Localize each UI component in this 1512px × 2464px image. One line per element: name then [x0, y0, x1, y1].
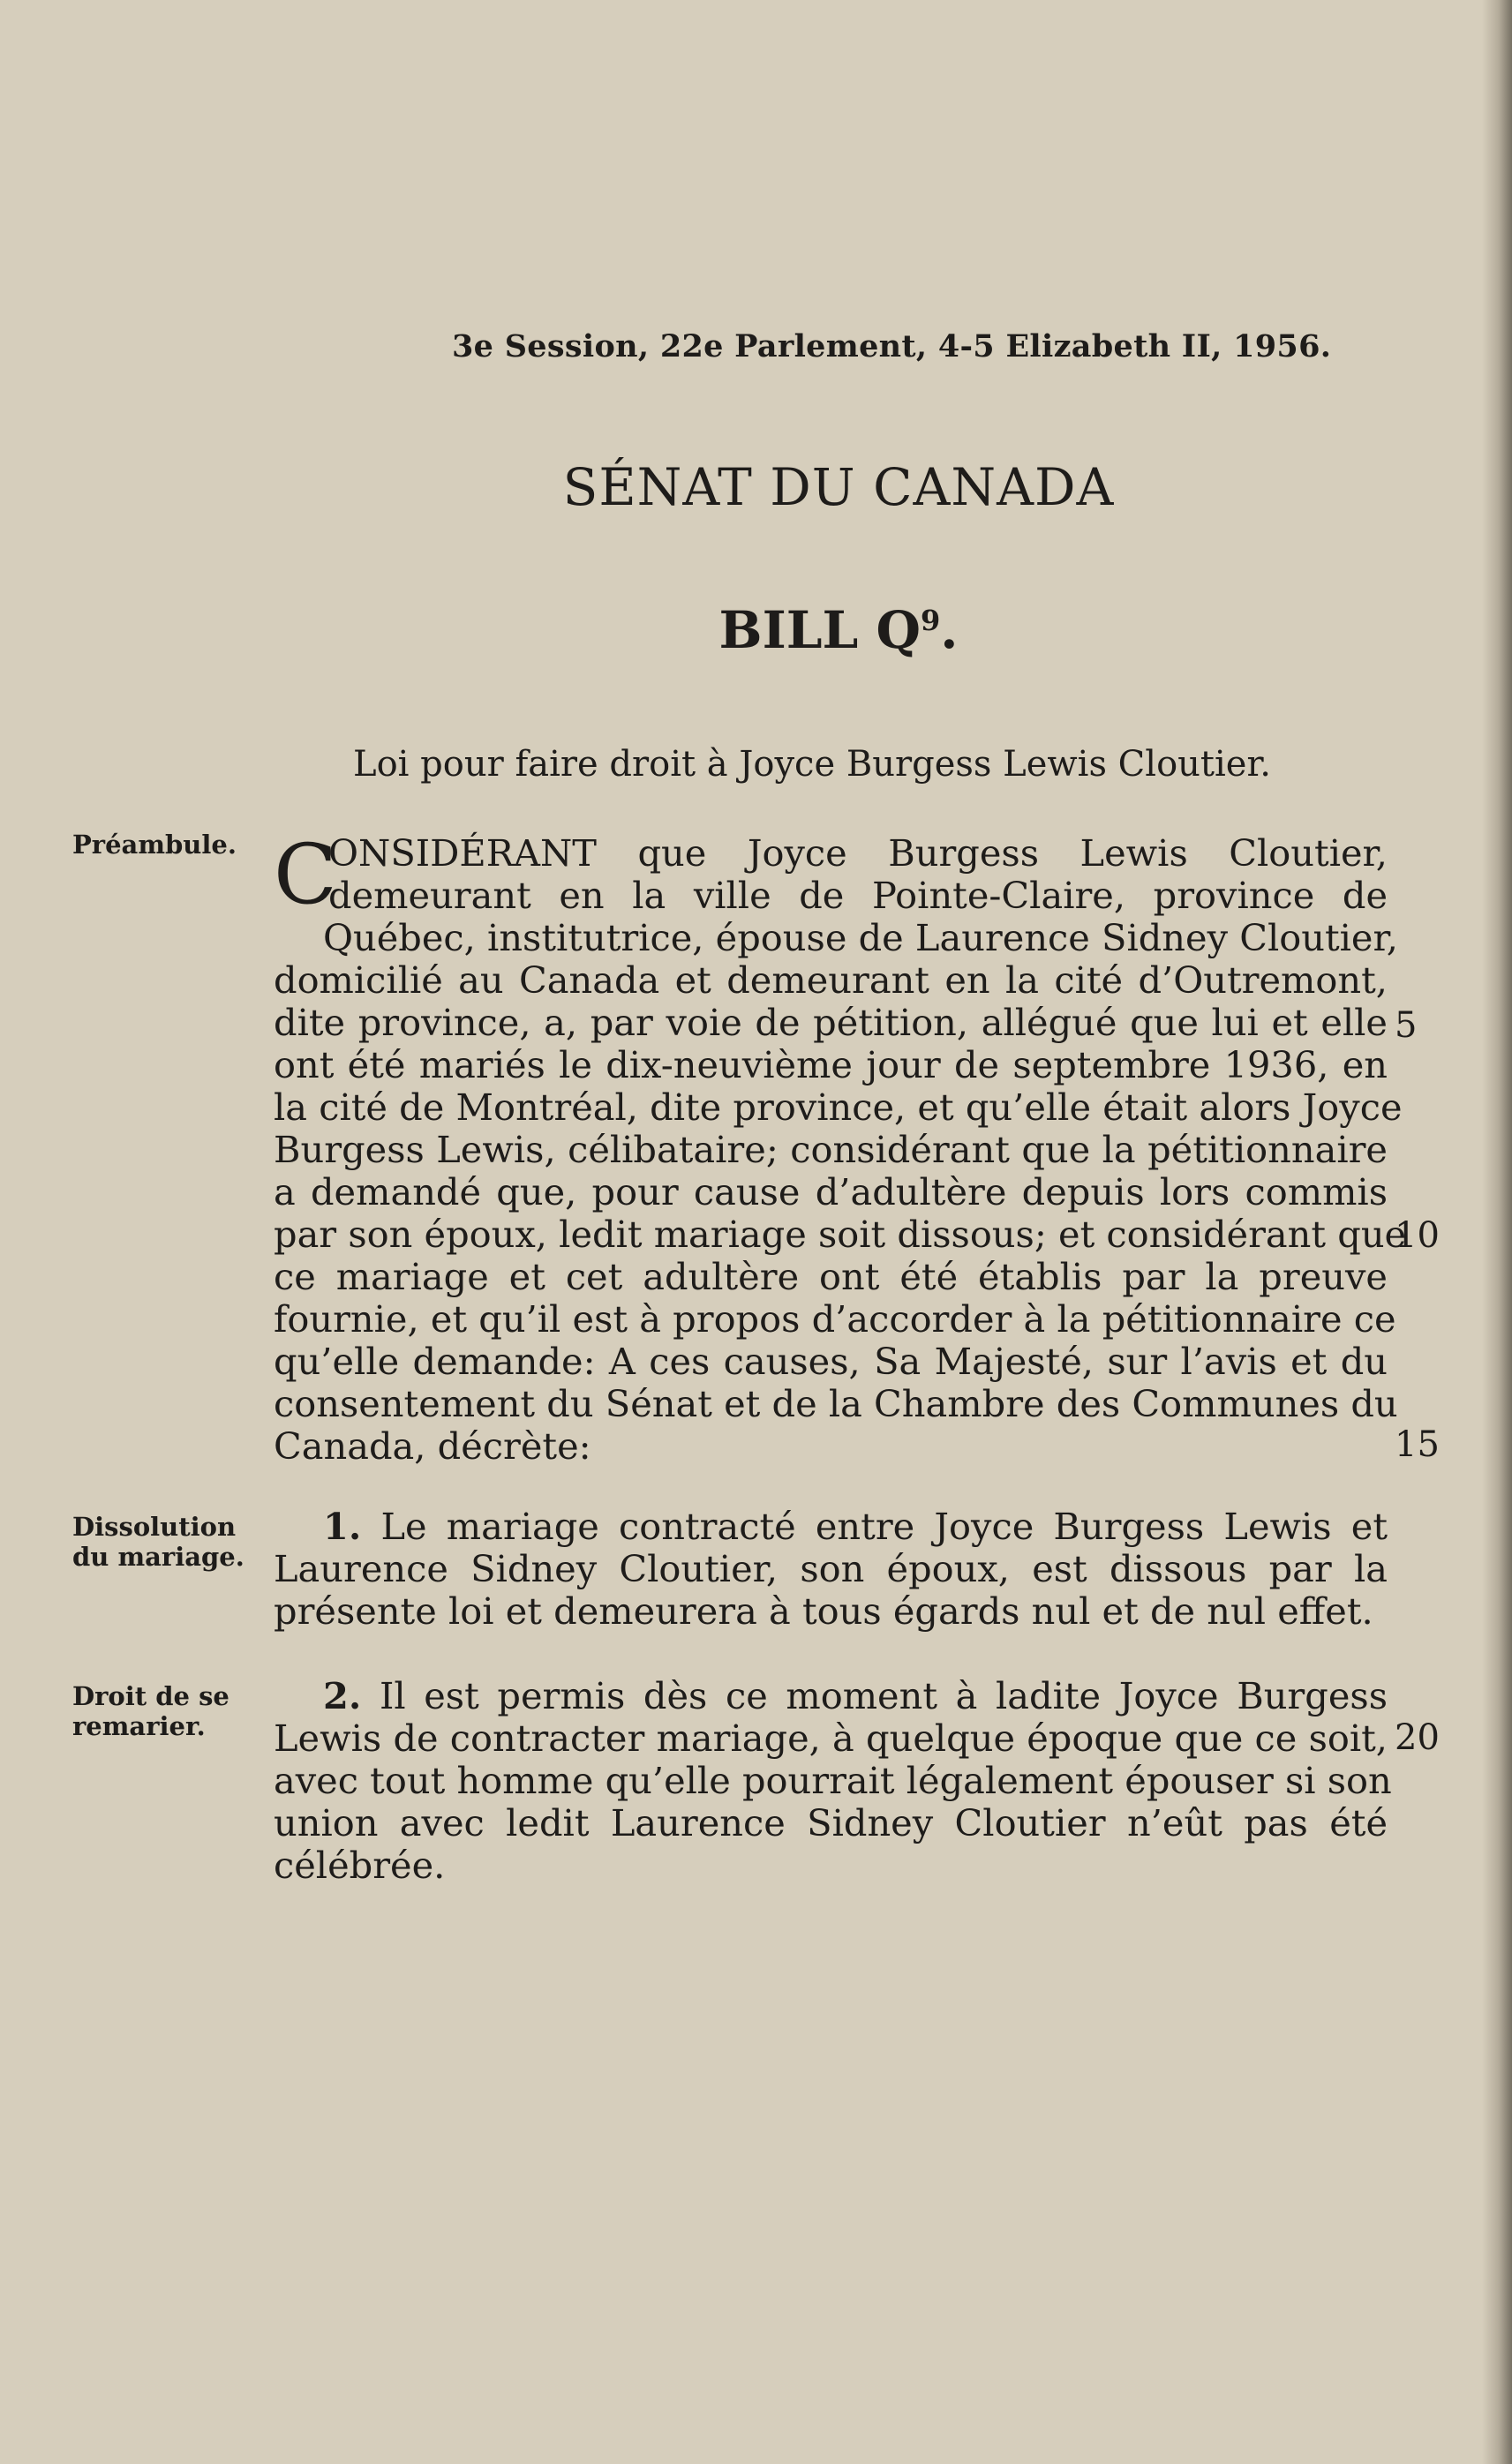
margin-note-remarriage-line-2: remarier. [72, 1711, 206, 1741]
preamble-line-12: fournie, et qu’il est à propos d’accorder à la pétitionnaire ce [274, 1297, 1396, 1341]
section-1-line-1: 1. Le mariage contracté entre Joyce Burgess Lewis et [323, 1505, 1388, 1548]
section-2-line-1: 2. Il est permis dès ce moment à ladite Joyce Burgess [323, 1674, 1388, 1717]
section-2-line-4: union avec ledit Laurence Sidney Cloutier n’eût pas été [274, 1801, 1388, 1844]
preamble-line-2: demeurant en la ville de Pointe-Claire, province de [328, 874, 1388, 917]
preamble-text [274, 827, 1407, 1468]
section-1-line-3: présente loi et demeurera à tous égards nul et de nul effet. [274, 1589, 1373, 1633]
preamble-line-7: la cité de Montréal, dite province, et qu’elle était alors Joyce [274, 1086, 1403, 1129]
preamble-line-5: dite province, a, par voie de pétition, allégué que lui et elle [274, 1001, 1388, 1044]
margin-note-dissolution-line-2: du mariage. [72, 1542, 244, 1572]
preamble-line-9: a demandé que, pour cause d’adultère depuis lors commis [274, 1170, 1388, 1213]
section-1-line-2: Laurence Sidney Cloutier, son époux, est dissous par la [274, 1547, 1388, 1590]
preamble-line-6: ont été mariés le dix-neuvième jour de septembre 1936, en [274, 1043, 1388, 1086]
page-edge-shadow [1482, 0, 1512, 2464]
line-number-20: 20 [1395, 1717, 1440, 1758]
section-2-text [274, 1674, 1392, 1887]
chamber-title: SÉNAT DU CANADA [562, 457, 1115, 517]
preamble-line-13: qu’elle demande: A ces causes, Sa Majesté, sur l’avis et du [274, 1340, 1388, 1383]
bill-label: BILL Q [718, 600, 921, 660]
line-number-15: 15 [1395, 1424, 1440, 1465]
line-number-5: 5 [1395, 1005, 1418, 1046]
preamble-line-11: ce mariage et cet adultère ont été établis par la preuve [274, 1255, 1388, 1298]
line-number-10: 10 [1395, 1215, 1440, 1256]
margin-note-remarriage-line-1: Droit de se [72, 1681, 229, 1711]
preamble-line-4: domicilié au Canada et demeurant en la cité d’Outremont, [274, 958, 1388, 1002]
margin-note-dissolution [72, 1512, 244, 1572]
section-1-text [274, 1506, 1388, 1633]
preamble-line-1: C ONSIDÉRANT que Joyce Burgess Lewis Cloutier, [274, 827, 1388, 923]
preamble-line-10: par son époux, ledit mariage soit dissous; et considérant que [274, 1213, 1407, 1256]
bill-suffix: . [940, 600, 959, 660]
preamble-line-15: Canada, décrète: [274, 1424, 591, 1468]
margin-note-preamble: Préambule. [72, 830, 237, 860]
bill-subtitle: Loi pour faire droit à Joyce Burgess Lewis Cloutier. [353, 744, 1271, 785]
preamble-line-8: Burgess Lewis, célibataire; considérant que la pétitionnaire [274, 1128, 1388, 1171]
margin-note-remarriage [72, 1681, 229, 1741]
preamble-line-14: consentement du Sénat et de la Chambre des Communes du [274, 1382, 1398, 1425]
section-1-number: 1. [323, 1505, 362, 1548]
section-2-line-3: avec tout homme qu’elle pourrait légalement épouser si son [274, 1759, 1392, 1802]
preamble-line-3: Québec, institutrice, épouse de Laurence Sidney Cloutier, [323, 916, 1398, 959]
section-2-line-5: célébrée. [274, 1844, 446, 1887]
bill-superscript: 9 [920, 604, 941, 637]
bill-title [0, 600, 1512, 660]
session-line: 3e Session, 22e Parlement, 4-5 Elizabeth II, 1956. [452, 328, 1332, 364]
margin-note-dissolution-line-1: Dissolution [72, 1512, 237, 1542]
section-2-number: 2. [323, 1674, 362, 1717]
section-2-line-2: Lewis de contracter mariage, à quelque époque que ce soit, [274, 1717, 1388, 1760]
drop-cap: C [274, 827, 337, 923]
